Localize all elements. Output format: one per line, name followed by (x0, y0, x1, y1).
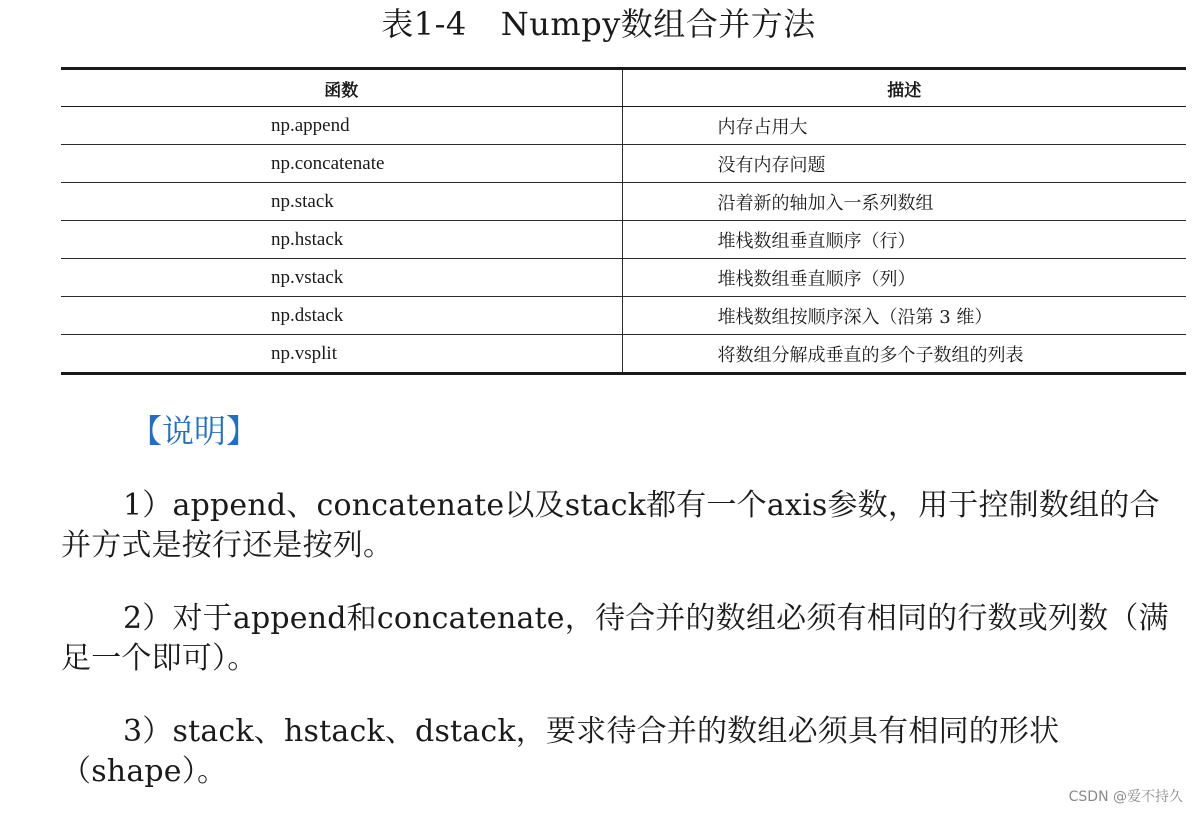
notes-heading: 【说明】 (130, 412, 259, 450)
table-row (61, 107, 1186, 145)
table-row (61, 183, 1186, 221)
note-paragraph-2: 2）对于append和concatenate，待合并的数组必须有相同的行数或列数（满足一个即可）。 (61, 601, 1169, 676)
header-description: 描述 (622, 69, 1186, 107)
function-cell: np.stack (61, 183, 622, 221)
description-cell: 内存占用大 (622, 107, 1186, 145)
description-cell: 没有内存问题 (622, 145, 1186, 183)
function-cell: np.vsplit (61, 335, 622, 374)
csdn-watermark: CSDN @爱不持久 (1068, 789, 1183, 805)
table-row (61, 297, 1186, 335)
table-row (61, 221, 1186, 259)
header-function: 函数 (61, 69, 622, 107)
function-cell: np.append (61, 107, 622, 145)
table-number: 表1-4 (381, 5, 467, 43)
description-cell: 沿着新的轴加入一系列数组 (622, 183, 1186, 221)
description-cell: 堆栈数组垂直顺序（列） (622, 259, 1186, 297)
note-paragraph-3: 3）stack、hstack、dstack，要求待合并的数组必须具有相同的形状（shape）。 (61, 714, 1060, 789)
table-row (61, 145, 1186, 183)
description-cell: 将数组分解成垂直的多个子数组的列表 (622, 335, 1186, 374)
function-cell: np.hstack (61, 221, 622, 259)
table-title: Numpy数组合并方法 (500, 5, 816, 43)
function-cell: np.concatenate (61, 145, 622, 183)
function-cell: np.vstack (61, 259, 622, 297)
description-cell: 堆栈数组按顺序深入（沿第 3 维） (622, 297, 1186, 335)
note-paragraph-1: 1）append、concatenate以及stack都有一个axis参数，用于控制数组的合并方式是按行还是按列。 (61, 488, 1160, 563)
table-row (61, 335, 1186, 374)
table-caption (0, 2, 1197, 46)
table-header-row (61, 69, 1186, 107)
description-cell: 堆栈数组垂直顺序（行） (622, 221, 1186, 259)
numpy-merge-table (61, 67, 1186, 375)
table-row (61, 259, 1186, 297)
function-cell: np.dstack (61, 297, 622, 335)
